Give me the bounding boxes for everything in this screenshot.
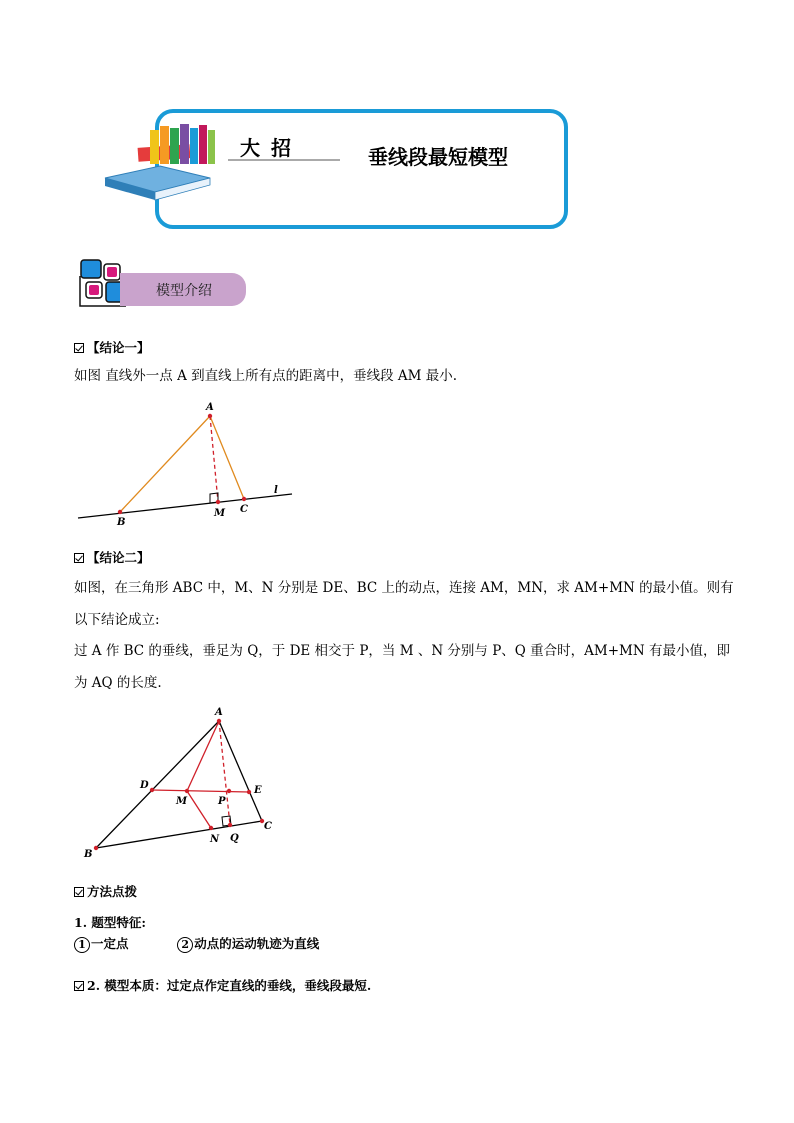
feature-list [74, 934, 319, 953]
checkbox-icon [74, 553, 84, 563]
segment-aq [219, 721, 230, 825]
point-c [242, 497, 246, 501]
point-d [150, 788, 154, 792]
checkbox-icon [74, 887, 84, 897]
method-heading [74, 882, 137, 900]
label-p: P [218, 796, 226, 807]
checkbox-icon [74, 343, 84, 353]
point-b [94, 846, 98, 850]
side-ab [96, 721, 219, 848]
conclusion2-heading-text: 【结论二】 [87, 550, 150, 565]
page-title: 垂线段最短模型 [368, 145, 508, 169]
point-q [228, 823, 232, 827]
conclusion1-heading [74, 338, 150, 356]
feature-title: 1. 题型特征: [74, 915, 147, 930]
segment-ac [210, 416, 244, 499]
circled-number-2: 2 [177, 937, 193, 953]
point-p [227, 789, 231, 793]
conclusion1-text: 如图 直线外一点 A 到直线上所有点的距离中，垂线段 AM 最小. [74, 368, 458, 384]
section-tab [78, 258, 248, 308]
label-m: M [176, 796, 188, 807]
label-n: N [210, 834, 220, 845]
label-b: B [84, 849, 93, 860]
conclusion2-line1: 如图，在三角形 ABC 中，M、N 分别是 DE、BC 上的动点，连接 AM，MN，求 AM+MN 的最小值。则有 [74, 580, 734, 596]
conclusion2-line3: 过 A 作 BC 的垂线，垂足为 Q，于 DE 相交于 P，当 M 、N 分别与 P、Q 重合时，AM+MN 有最小值，即 [74, 643, 730, 659]
header-banner [100, 108, 570, 232]
label-c: C [240, 504, 248, 515]
conclusion2-line2: 以下结论成立: [74, 612, 160, 628]
checkbox-icon [74, 981, 84, 991]
label-m: M [214, 508, 226, 519]
label-q: Q [230, 833, 239, 844]
label-a: A [206, 402, 214, 413]
label-b: B [117, 517, 126, 528]
label-l: l [274, 485, 278, 496]
label-e: E [254, 785, 262, 796]
point-b [118, 510, 122, 514]
essence-text: 2. 模型本质：过定点作定直线的垂线，垂线段最短. [87, 978, 372, 993]
point-m [185, 789, 189, 793]
banner-frame [100, 108, 570, 232]
segment-mn [187, 791, 211, 828]
banner-dazhao: 大 招 [240, 136, 293, 160]
feature1-text: 一定点 [91, 936, 129, 951]
point-a [217, 719, 221, 723]
label-d: D [140, 780, 149, 791]
label-c: C [264, 821, 272, 832]
conclusion2-heading [74, 548, 150, 566]
method-heading-text: 方法点拨 [87, 884, 138, 899]
figure1 [70, 396, 310, 531]
point-e [247, 790, 251, 794]
point-n [209, 826, 213, 830]
segment-am [187, 721, 219, 791]
circled-number-1: 1 [74, 937, 90, 953]
segment-de [152, 790, 249, 792]
line-l [78, 494, 292, 518]
feature2-text: 动点的运动轨迹为直线 [194, 936, 320, 951]
segment-ab [120, 416, 210, 512]
conclusion1-heading-text: 【结论一】 [87, 340, 150, 355]
segment-am [210, 416, 218, 502]
section-label: 模型介绍 [156, 283, 212, 299]
essence-line [74, 976, 371, 994]
label-a: A [215, 707, 223, 718]
point-m [216, 500, 220, 504]
conclusion2-line4: 为 AQ 的长度. [74, 675, 162, 691]
point-a [208, 414, 212, 418]
figure2 [78, 703, 288, 863]
